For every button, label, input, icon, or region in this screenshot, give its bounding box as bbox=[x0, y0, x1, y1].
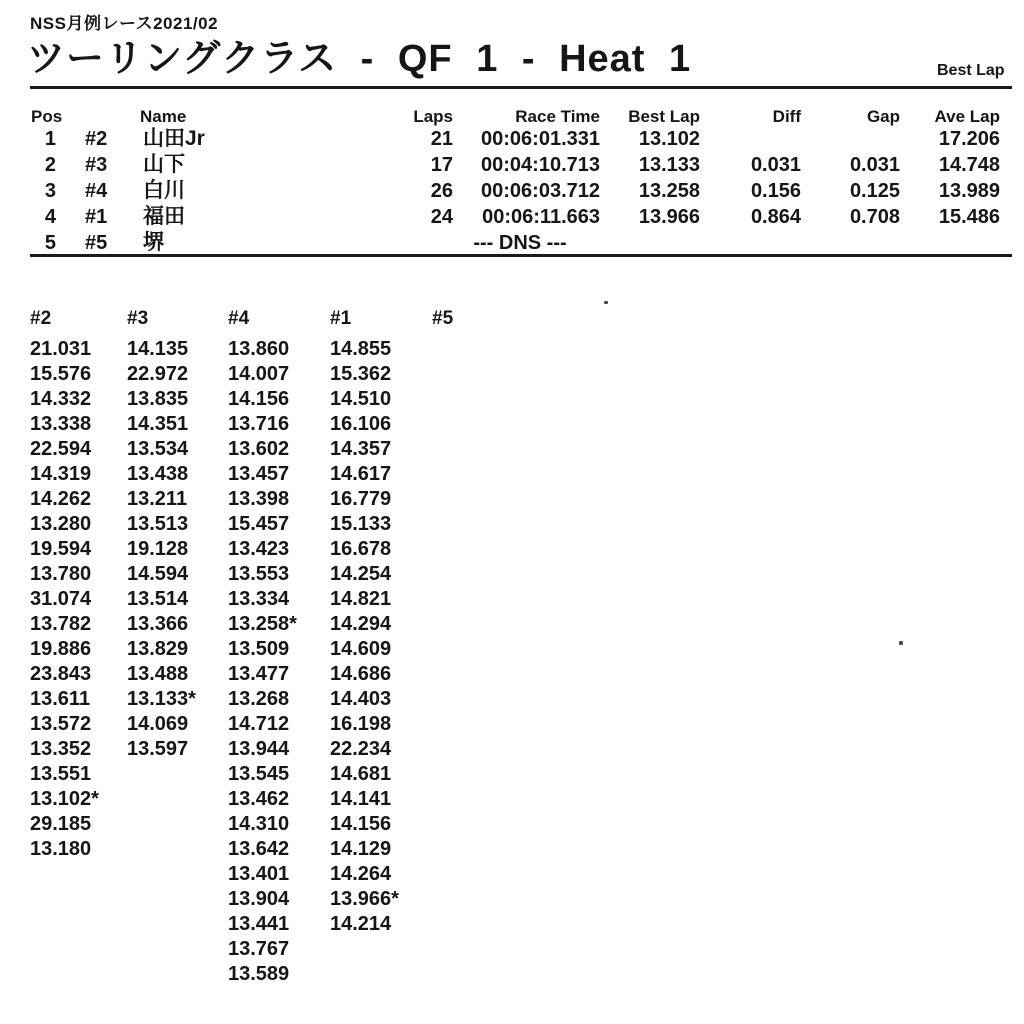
lap-column-values bbox=[228, 337, 323, 987]
event-title: NSS月例レース2021/02 bbox=[30, 14, 219, 33]
lap-column-car2 bbox=[30, 307, 125, 862]
lap-time: 13.488 bbox=[127, 663, 189, 685]
best-lap-cell: 13.258 bbox=[638, 180, 700, 202]
lap-time: 13.211 bbox=[127, 488, 188, 510]
driver-name-cell: 山田Jr bbox=[143, 127, 205, 150]
lap-time: 13.904 bbox=[228, 888, 290, 910]
lap-time: 13.352 bbox=[30, 738, 92, 760]
car-number-cell: #5 bbox=[85, 232, 108, 254]
lap-time: 13.642 bbox=[228, 838, 290, 860]
table-row bbox=[0, 178, 1024, 204]
lap-time: 13.572 bbox=[30, 713, 92, 735]
race-time-cell: 00:06:01.331 bbox=[481, 128, 600, 150]
lap-column-values bbox=[330, 337, 425, 937]
lap-time: 13.835 bbox=[127, 388, 189, 410]
results-table-header bbox=[0, 106, 1024, 128]
car-number-cell: #1 bbox=[85, 206, 108, 228]
page-title: ツーリングクラス - QF 1 - Heat 1 bbox=[27, 38, 692, 80]
lap-time: 13.514 bbox=[127, 588, 189, 610]
horizontal-rule-top bbox=[30, 86, 1012, 89]
lap-time: 13.551 bbox=[30, 763, 92, 785]
lap-time: 14.156 bbox=[228, 388, 290, 410]
col-header-best-lap: Best Lap bbox=[628, 107, 700, 126]
lap-column-values bbox=[30, 337, 125, 862]
lap-column-car4 bbox=[228, 307, 323, 987]
lap-time: 14.594 bbox=[127, 563, 189, 585]
lap-time: 14.310 bbox=[228, 813, 290, 835]
diff-cell: 0.156 bbox=[750, 180, 801, 202]
lap-column-header: #5 bbox=[432, 308, 454, 329]
lap-time: 13.280 bbox=[30, 513, 92, 535]
col-header-race-time: Race Time bbox=[515, 107, 600, 126]
lap-time: 22.594 bbox=[30, 438, 92, 460]
lap-time: 14.129 bbox=[330, 838, 392, 860]
lap-time: 13.944 bbox=[228, 738, 290, 760]
lap-time: 13.401 bbox=[228, 863, 290, 885]
lap-time: 14.135 bbox=[127, 338, 189, 360]
col-header-gap: Gap bbox=[866, 107, 900, 126]
lap-time: 15.133 bbox=[330, 513, 392, 535]
lap-time: 14.069 bbox=[127, 713, 189, 735]
lap-time: 31.074 bbox=[30, 588, 92, 610]
lap-time: 13.366 bbox=[127, 613, 189, 635]
best-lap-cell: 13.133 bbox=[638, 154, 700, 176]
scan-artifact-speck bbox=[899, 641, 903, 645]
car-number-cell: #3 bbox=[85, 154, 108, 176]
lap-time: 13.258* bbox=[228, 613, 297, 635]
lap-time: 14.156 bbox=[330, 813, 392, 835]
lap-column-car5 bbox=[432, 307, 527, 337]
col-header-pos: Pos bbox=[31, 107, 63, 126]
ave-lap-cell: 17.206 bbox=[938, 128, 1000, 150]
position-cell: 5 bbox=[44, 232, 56, 254]
lap-time: 14.007 bbox=[228, 363, 290, 385]
race-time-cell: 00:06:03.712 bbox=[481, 180, 600, 202]
lap-time: 13.334 bbox=[228, 588, 290, 610]
best-lap-cell: 13.966 bbox=[638, 206, 700, 228]
lap-time: 13.611 bbox=[30, 688, 91, 710]
lap-time: 14.141 bbox=[330, 788, 392, 810]
lap-time: 13.767 bbox=[228, 938, 290, 960]
diff-cell: 0.031 bbox=[750, 154, 801, 176]
sort-mode-label: Best Lap bbox=[937, 62, 1005, 79]
lap-time: 14.510 bbox=[330, 388, 392, 410]
lap-time: 13.462 bbox=[228, 788, 290, 810]
table-row bbox=[0, 152, 1024, 178]
lap-time: 13.716 bbox=[228, 413, 290, 435]
lap-time: 16.106 bbox=[330, 413, 392, 435]
ave-lap-cell: 13.989 bbox=[938, 180, 1000, 202]
lap-column-values bbox=[127, 337, 222, 762]
gap-cell: 0.031 bbox=[849, 154, 900, 176]
diff-cell: 0.864 bbox=[750, 206, 801, 228]
lap-time: 14.264 bbox=[330, 863, 392, 885]
lap-time: 21.031 bbox=[30, 338, 92, 360]
gap-cell: 0.125 bbox=[849, 180, 900, 202]
lap-time: 13.597 bbox=[127, 738, 189, 760]
lap-time: 19.128 bbox=[127, 538, 189, 560]
lap-time: 19.594 bbox=[30, 538, 92, 560]
lap-time: 16.198 bbox=[330, 713, 392, 735]
lap-time: 13.338 bbox=[30, 413, 92, 435]
lap-time: 14.319 bbox=[30, 463, 92, 485]
lap-time: 16.678 bbox=[330, 538, 392, 560]
lap-time: 13.133* bbox=[127, 688, 196, 710]
car-number-cell: #2 bbox=[85, 128, 108, 150]
lap-time: 14.332 bbox=[30, 388, 92, 410]
laps-cell: 26 bbox=[430, 180, 453, 202]
lap-time: 13.966* bbox=[330, 888, 399, 910]
lap-time: 13.602 bbox=[228, 438, 290, 460]
lap-time: 13.102* bbox=[30, 788, 99, 810]
col-header-laps: Laps bbox=[413, 107, 453, 126]
lap-time: 14.681 bbox=[330, 763, 392, 785]
lap-time: 13.589 bbox=[228, 963, 290, 985]
lap-time: 13.438 bbox=[127, 463, 189, 485]
laps-cell: 21 bbox=[430, 128, 453, 150]
dns-status-cell: --- DNS --- bbox=[473, 232, 567, 254]
lap-time: 22.972 bbox=[127, 363, 189, 385]
driver-name-cell: 白川 bbox=[143, 179, 185, 202]
lap-time: 16.779 bbox=[330, 488, 392, 510]
lap-time: 14.821 bbox=[330, 588, 392, 610]
ave-lap-cell: 14.748 bbox=[938, 154, 1000, 176]
lap-time: 13.534 bbox=[127, 438, 189, 460]
lap-time: 22.234 bbox=[330, 738, 392, 760]
gap-cell: 0.708 bbox=[849, 206, 900, 228]
race-time-cell: 00:04:10.713 bbox=[481, 154, 600, 176]
lap-column-header: #4 bbox=[228, 308, 250, 329]
lap-time: 14.357 bbox=[330, 438, 392, 460]
lap-time: 13.545 bbox=[228, 763, 290, 785]
col-header-name: Name bbox=[140, 107, 187, 126]
position-cell: 1 bbox=[44, 128, 56, 150]
laps-cell: 24 bbox=[430, 206, 453, 228]
lap-time: 14.262 bbox=[30, 488, 92, 510]
best-lap-cell: 13.102 bbox=[638, 128, 700, 150]
driver-name-cell: 堺 bbox=[143, 231, 164, 254]
lap-time: 14.617 bbox=[330, 463, 392, 485]
car-number-cell: #4 bbox=[85, 180, 108, 202]
lap-time: 14.351 bbox=[127, 413, 189, 435]
col-header-ave-lap: Ave Lap bbox=[934, 107, 1000, 126]
lap-time: 14.403 bbox=[330, 688, 392, 710]
lap-time: 13.457 bbox=[228, 463, 290, 485]
lap-time: 13.780 bbox=[30, 563, 92, 585]
table-row bbox=[0, 204, 1024, 230]
lap-column-header: #1 bbox=[330, 308, 352, 329]
driver-name-cell: 福田 bbox=[143, 205, 185, 228]
lap-time: 13.268 bbox=[228, 688, 290, 710]
lap-time: 14.254 bbox=[330, 563, 392, 585]
horizontal-rule-bottom bbox=[30, 254, 1012, 257]
lap-time: 13.180 bbox=[30, 838, 92, 860]
position-cell: 3 bbox=[44, 180, 56, 202]
lap-time: 14.609 bbox=[330, 638, 392, 660]
lap-column-car3 bbox=[127, 307, 222, 762]
ave-lap-cell: 15.486 bbox=[938, 206, 1000, 228]
col-header-diff: Diff bbox=[772, 107, 801, 126]
lap-time: 14.686 bbox=[330, 663, 392, 685]
position-cell: 4 bbox=[44, 206, 56, 228]
laps-cell: 17 bbox=[430, 154, 453, 176]
lap-time: 13.423 bbox=[228, 538, 290, 560]
lap-time: 23.843 bbox=[30, 663, 92, 685]
lap-time: 29.185 bbox=[30, 813, 92, 835]
lap-column-header: #3 bbox=[127, 308, 149, 329]
race-time-cell: 00:06:11.663 bbox=[482, 206, 600, 228]
lap-time: 15.362 bbox=[330, 363, 392, 385]
lap-time: 15.457 bbox=[228, 513, 290, 535]
lap-column-header: #2 bbox=[30, 308, 52, 329]
table-row bbox=[0, 126, 1024, 152]
lap-time: 14.214 bbox=[330, 913, 392, 935]
lap-time: 14.712 bbox=[228, 713, 290, 735]
driver-name-cell: 山下 bbox=[143, 153, 185, 176]
lap-time: 14.294 bbox=[330, 613, 392, 635]
lap-time: 19.886 bbox=[30, 638, 92, 660]
lap-column-car1 bbox=[330, 307, 425, 937]
lap-time: 14.855 bbox=[330, 338, 392, 360]
lap-time: 13.398 bbox=[228, 488, 290, 510]
lap-time: 13.477 bbox=[228, 663, 290, 685]
lap-time: 13.509 bbox=[228, 638, 290, 660]
scan-artifact-speck bbox=[604, 301, 608, 304]
lap-time: 13.829 bbox=[127, 638, 189, 660]
lap-time: 13.553 bbox=[228, 563, 290, 585]
lap-time: 13.513 bbox=[127, 513, 189, 535]
table-row bbox=[0, 230, 1024, 256]
position-cell: 2 bbox=[44, 154, 56, 176]
lap-time: 13.782 bbox=[30, 613, 92, 635]
lap-time: 13.860 bbox=[228, 338, 290, 360]
lap-time: 15.576 bbox=[30, 363, 92, 385]
lap-time: 13.441 bbox=[228, 913, 290, 935]
